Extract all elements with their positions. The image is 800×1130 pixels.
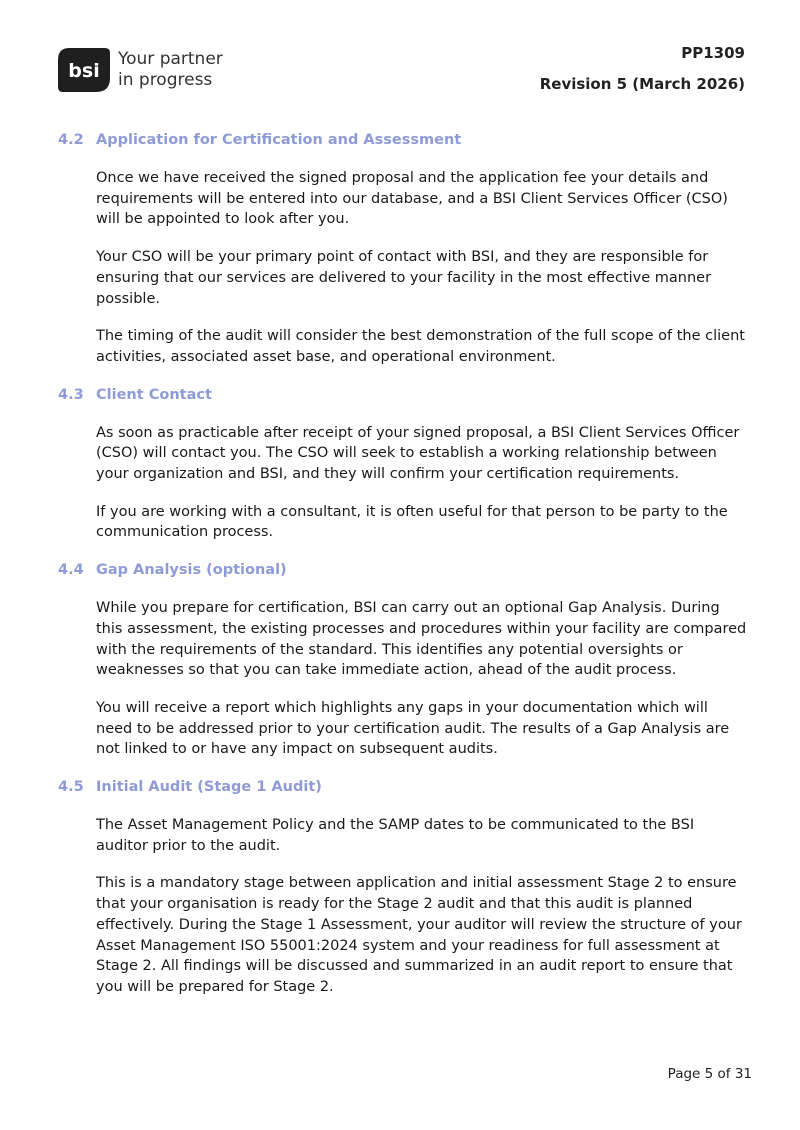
- revision-label: Revision 5 (March 2026): [539, 75, 745, 93]
- tagline: [118, 49, 223, 91]
- bsi-logo-icon: [57, 46, 111, 94]
- section-heading-4-4: [58, 560, 748, 580]
- paragraph: Your CSO will be your primary point of contact with BSI, and they are responsible for ensuring that our services are delivered to your facility in the most effective manner possible.: [96, 249, 712, 307]
- section-number: 4.3: [58, 386, 84, 403]
- paragraph: The Asset Management Policy and the SAMP dates to be communicated to the BSI auditor prior to the audit.: [96, 817, 695, 854]
- paragraph: The timing of the audit will consider the best demonstration of the full scope of the client activities, associated asset base, and operational environment.: [96, 328, 745, 365]
- logo-text: bsi: [68, 60, 100, 82]
- tagline-line-1: Your partner: [118, 49, 223, 69]
- page-number: Page 5 of 31: [667, 1066, 752, 1082]
- section-title: Client Contact: [96, 386, 212, 403]
- paragraph: As soon as practicable after receipt of your signed proposal, a BSI Client Services Officer (CSO) will contact you. The CSO will seek to establish a working relationship between your organization and BSI, and they will confirm your certification requirements.: [96, 424, 740, 483]
- section-heading-4-2: [58, 130, 748, 150]
- header-logo: [57, 46, 223, 94]
- section-title: Gap Analysis (optional): [96, 562, 287, 579]
- section-number: 4.5: [58, 779, 84, 796]
- document-meta: [540, 43, 745, 94]
- document-id: PP1309: [681, 44, 745, 62]
- paragraph: You will receive a report which highlights any gaps in your documentation which will need to be addressed prior to your certification audit. The results of a Gap Analysis are not linked to or have any impact on subsequent audits.: [96, 699, 730, 758]
- paragraph: This is a mandatory stage between application and initial assessment Stage 2 to ensure that your organisation is ready for the Stage 2 audit and that this audit is planned effectively. During the Stage 1 Assessment, your auditor will review the structure of your Asset Management ISO 55001:2024 system and your readiness for full assessment at Stage 2. All findings will be discussed and summarized in an audit report to ensure that you will be prepared for Stage 2.: [96, 875, 742, 995]
- paragraph: While you prepare for certification, BSI can carry out an optional Gap Analysis. During this assessment, the existing processes and procedures within your facility are compared with the requirements of the standard. This identifies any potential oversights or weaknesses so that you can take immediate action, ahead of the audit process.: [96, 600, 747, 679]
- section-number: 4.2: [58, 132, 84, 148]
- section-number: 4.4: [58, 562, 84, 579]
- section-title: Application for Certification and Assessment: [96, 132, 462, 148]
- section-title: Initial Audit (Stage 1 Audit): [96, 779, 322, 796]
- tagline-line-2: in progress: [118, 70, 213, 90]
- section-heading-4-3: [58, 385, 748, 405]
- section-heading-4-5: [58, 777, 748, 797]
- paragraph: If you are working with a consultant, it is often useful for that person to be party to the communication process.: [96, 503, 728, 541]
- paragraph: Once we have received the signed proposal and the application fee your details and requirements will be entered into our database, and a BSI Client Services Officer (CSO) will be appointed to look after you.: [96, 170, 728, 228]
- page-content: [58, 130, 748, 998]
